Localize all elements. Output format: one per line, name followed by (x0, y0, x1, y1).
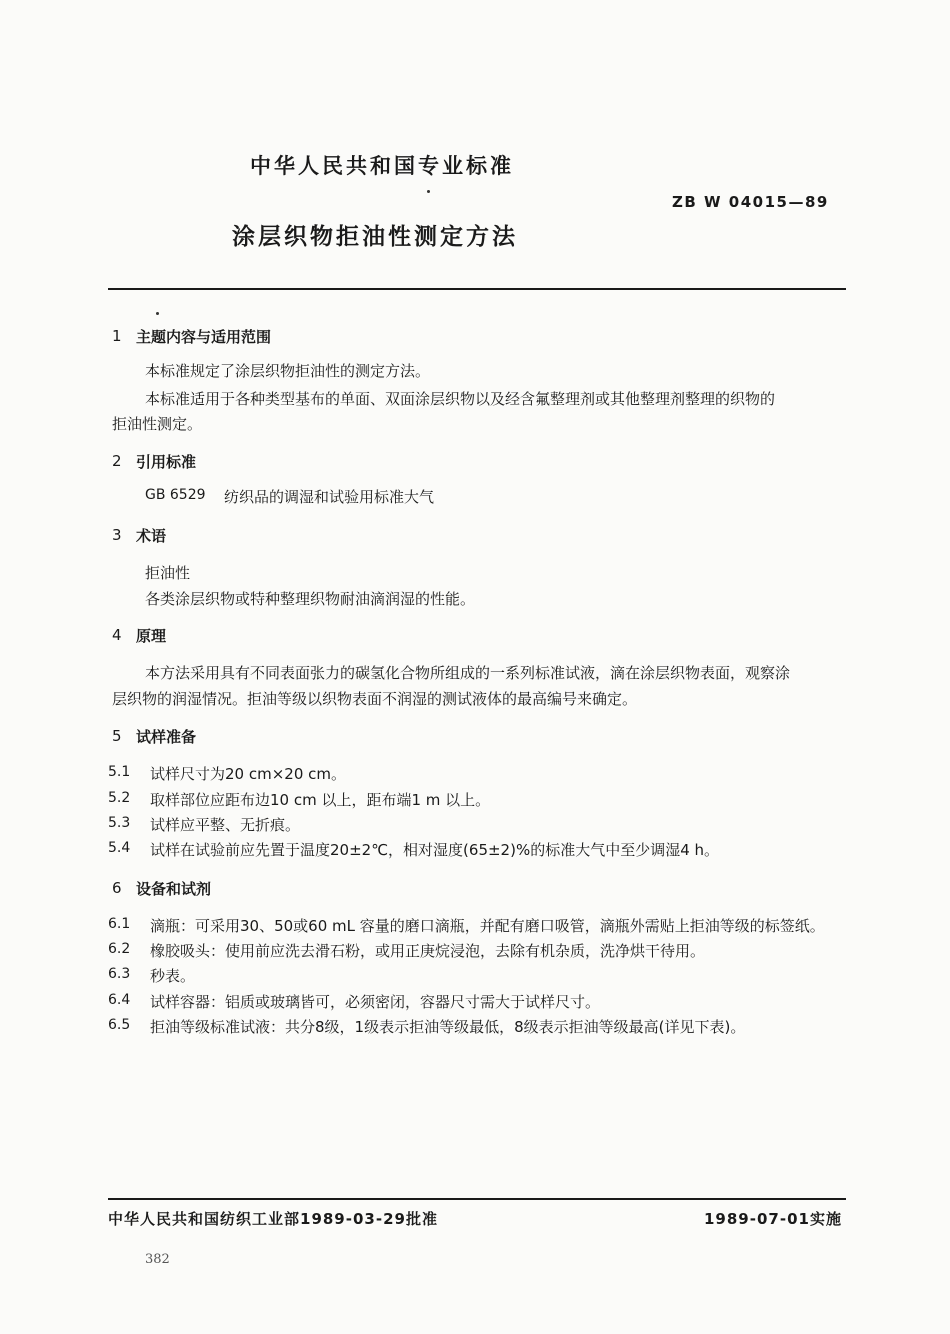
clause-number: 5.3 (108, 815, 131, 831)
term: 拒油性 (145, 564, 191, 582)
paragraph: 层织物的润湿情况。拒油等级以织物表面不润湿的测试液体的最高编号来确定。 (112, 690, 638, 708)
clause-text: 秒表。 (150, 967, 196, 985)
clause-text: 试样应平整、无折痕。 (150, 816, 301, 834)
clause-text: 试样尺寸为20 cm×20 cm。 (150, 765, 346, 783)
section-heading: 主题内容与适用范围 (136, 328, 272, 346)
section-number: 6 (112, 879, 122, 897)
scan-dot (427, 190, 430, 193)
clause-number: 6.3 (108, 966, 131, 982)
section-heading: 引用标准 (136, 453, 197, 471)
approval-line: 中华人民共和国纺织工业部1989-03-29批准 (108, 1210, 438, 1228)
section-heading: 试样准备 (136, 728, 197, 746)
footer-rule (108, 1198, 846, 1200)
header-rule (108, 288, 846, 290)
section-heading: 设备和试剂 (136, 880, 212, 898)
clause-text: 取样部位应距布边10 cm 以上，距布端1 m 以上。 (150, 791, 491, 809)
paragraph: 拒油性测定。 (112, 415, 203, 433)
clause-number: 6.5 (108, 1017, 131, 1033)
clause-number: 6.1 (108, 916, 131, 932)
clause-number: 6.2 (108, 941, 131, 957)
clause-text: 试样容器：铝质或玻璃皆可，必须密闭，容器尺寸需大于试样尺寸。 (150, 993, 601, 1011)
section-number: 4 (112, 626, 122, 644)
clause-text: 滴瓶：可采用30、50或60 mL 容量的磨口滴瓶，并配有磨口吸管，滴瓶外需贴上拒油等级的标签纸。 (150, 917, 825, 935)
section-number: 5 (112, 727, 122, 745)
document-title: 涂层织物拒油性测定方法 (232, 224, 518, 250)
section-heading: 原理 (136, 627, 167, 645)
clause-text: 拒油等级标准试液：共分8级，1级表示拒油等级最低，8级表示拒油等级最高(详见下表)。 (150, 1018, 746, 1036)
paragraph: 本标准规定了涂层织物拒油性的测定方法。 (145, 362, 431, 380)
reference-code: GB 6529 (145, 487, 206, 503)
standard-code: ZB W 04015—89 (672, 193, 829, 211)
paragraph: 本方法采用具有不同表面张力的碳氢化合物所组成的一系列标准试液，滴在涂层织物表面，观察涂 (145, 664, 791, 682)
section-heading: 术语 (136, 527, 167, 545)
page-number: 382 (145, 1252, 170, 1267)
section-number: 3 (112, 526, 122, 544)
scan-dot (156, 312, 159, 315)
clause-number: 5.4 (108, 840, 131, 856)
clause-text: 试样在试验前应先置于温度20±2℃，相对湿度(65±2)%的标准大气中至少调湿4 h。 (150, 841, 720, 859)
reference-title: 纺织品的调湿和试验用标准大气 (224, 488, 435, 506)
clause-number: 5.2 (108, 790, 131, 806)
section-number: 1 (112, 327, 122, 345)
term-definition: 各类涂层织物或特种整理织物耐油滴润湿的性能。 (145, 590, 476, 608)
section-number: 2 (112, 452, 122, 470)
clause-number: 6.4 (108, 992, 131, 1008)
clause-number: 5.1 (108, 764, 131, 780)
effective-date: 1989-07-01实施 (704, 1210, 842, 1228)
paragraph: 本标准适用于各种类型基布的单面、双面涂层织物以及经含氟整理剂或其他整理剂整理的织物的 (145, 390, 776, 408)
org-title: 中华人民共和国专业标准 (250, 154, 514, 178)
clause-text: 橡胶吸头：使用前应洗去滑石粉，或用正庚烷浸泡，去除有机杂质，洗净烘干待用。 (150, 942, 706, 960)
